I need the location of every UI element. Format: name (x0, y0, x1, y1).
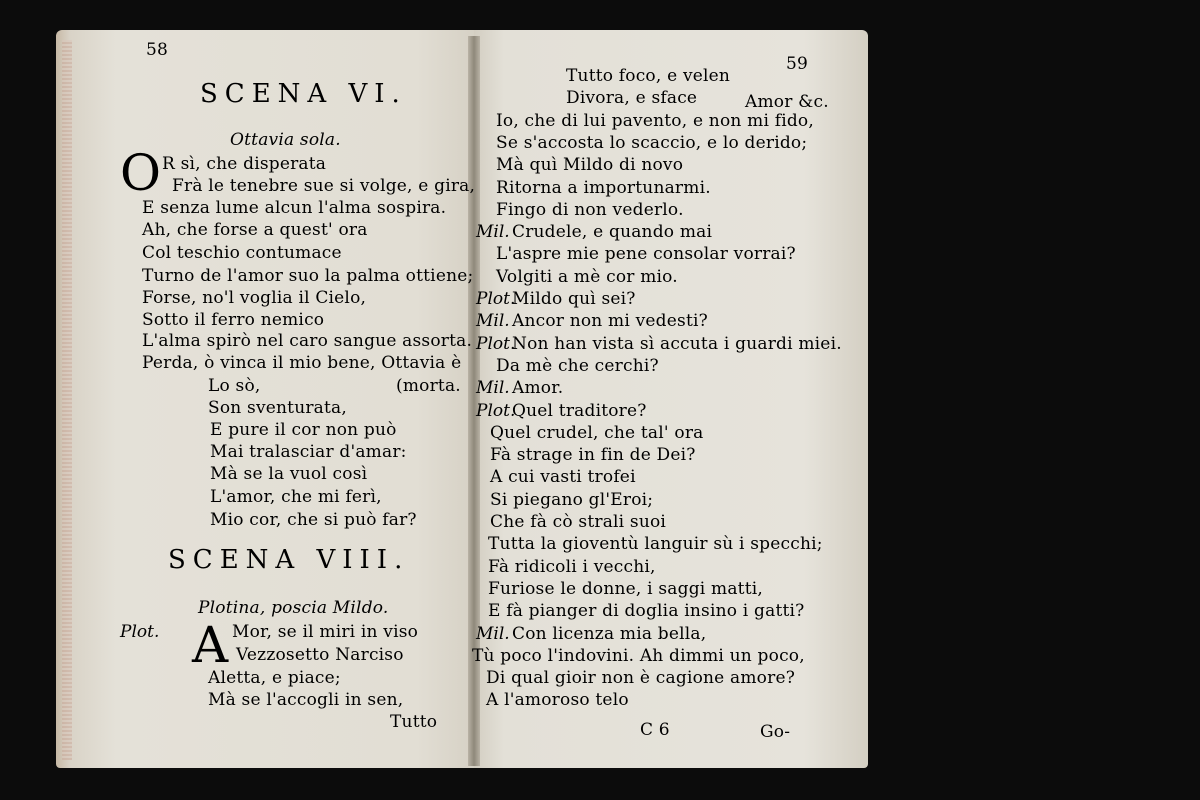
verse-line: Son sventurata, (208, 398, 347, 418)
verse-line: E pure il cor non può (210, 420, 397, 440)
verse-line: R sì, che disperata (162, 154, 327, 174)
refrain: Amor &c. (745, 92, 829, 112)
verse-line: Mor, se il miri in viso (232, 622, 419, 642)
page-number-left: 58 (146, 40, 169, 60)
verse-line: Con licenza mia bella, (512, 624, 707, 644)
speaker-label: Plot. (120, 622, 160, 642)
scene-heading-viii: SCENA VIII. (168, 545, 410, 575)
verse-line: Quel crudel, che tal' ora (490, 423, 704, 443)
verse-line: Mio cor, che si può far? (210, 510, 417, 530)
verse-line: Amor. (512, 378, 564, 398)
verse-line: Da mè che cerchi? (496, 356, 659, 376)
verse-line: Non han vista sì accuta i guardi miei. (512, 334, 842, 354)
verse-line: Fà ridicoli i vecchi, (488, 557, 656, 577)
verse-line: Furiose le donne, i saggi matti, (488, 579, 763, 599)
speaker-label: Mil. (476, 311, 510, 331)
verse-line: Ancor non mi vedesti? (512, 311, 708, 331)
verse-line: E fà pianger di doglia insino i gatti? (488, 601, 805, 621)
verse-line: Vezzosetto Narciso (236, 645, 404, 665)
verse-line: Frà le tenebre sue si volge, e gira, (172, 176, 476, 196)
catchword: Tutto (390, 712, 438, 732)
verse-line: Sotto il ferro nemico (142, 310, 325, 330)
speaker-label: Plot. (476, 334, 516, 354)
verse-line: Mà se l'accogli in sen, (208, 690, 404, 710)
verse-line: Lo sò, (208, 376, 261, 396)
verse-line: Turno de l'amor suo la palma ottiene; (142, 266, 474, 286)
verse-line: Tutta la gioventù languir sù i specchi; (488, 534, 823, 554)
verse-line: A l'amoroso telo (486, 690, 629, 710)
verse-line: Volgiti a mè cor mio. (496, 267, 678, 287)
verse-line: Tutto foco, e velen (566, 66, 731, 86)
speaker-label: Plot. (476, 401, 516, 421)
speaker-label: Mil. (476, 624, 510, 644)
verse-line: Mildo quì sei? (512, 289, 636, 309)
page-edge (62, 40, 72, 760)
drop-cap: O (120, 144, 161, 202)
page-number-right: 59 (786, 54, 809, 74)
catchword: Go- (760, 722, 791, 742)
verse-line: Di qual gioir non è cagione amore? (486, 668, 796, 688)
verse-line: Ritorna a importunarmi. (496, 178, 711, 198)
verse-line: Aletta, e piace; (208, 668, 341, 688)
verse-line: Forse, no'l voglia il Cielo, (142, 288, 367, 308)
scene-heading-vi: SCENA VI. (200, 79, 407, 109)
verse-line: Mai tralasciar d'amar: (210, 442, 407, 462)
verse-line: L'aspre mie pene consolar vorrai? (496, 244, 796, 264)
verse-line: Si piegano gl'Eroi; (490, 490, 654, 510)
signature-mark: C 6 (640, 720, 670, 740)
drop-cap: A (192, 616, 229, 674)
verse-line: Divora, e sface (566, 88, 698, 108)
scene-character: Ottavia sola. (230, 130, 341, 150)
verse-line: A cui vasti trofei (490, 467, 636, 487)
verse-line: Mà quì Mildo di novo (496, 155, 684, 175)
verse-line: Io, che di lui pavento, e non mi fido, (496, 111, 814, 131)
verse-line: (morta. (396, 376, 461, 396)
verse-line: Quel traditore? (512, 401, 647, 421)
verse-line: L'amor, che mi ferì, (210, 487, 382, 507)
verse-line: L'alma spirò nel caro sangue assorta. (142, 331, 473, 351)
verse-line: Mà se la vuol così (210, 464, 368, 484)
verse-line: Fingo di non vederlo. (496, 200, 684, 220)
speaker-label: Mil. (476, 222, 510, 242)
scene-characters: Plotina, poscia Mildo. (198, 598, 389, 618)
verse-line: Ah, che forse a quest' ora (142, 220, 368, 240)
speaker-label: Plot. (476, 289, 516, 309)
verse-line: Se s'accosta lo scaccio, e lo derido; (496, 133, 808, 153)
verse-line: E senza lume alcun l'alma sospira. (142, 198, 447, 218)
verse-line: Col teschio contumace (142, 243, 342, 263)
speaker-label: Mil. (476, 378, 510, 398)
verse-line: Perda, ò vinca il mio bene, Ottavia è (142, 353, 462, 373)
verse-line: Che fà cò strali suoi (490, 512, 667, 532)
verse-line: Fà strage in fin de Dei? (490, 445, 696, 465)
verse-line: Crudele, e quando mai (512, 222, 713, 242)
verse-line: Tù poco l'indovini. Ah dimmi un poco, (472, 646, 805, 666)
